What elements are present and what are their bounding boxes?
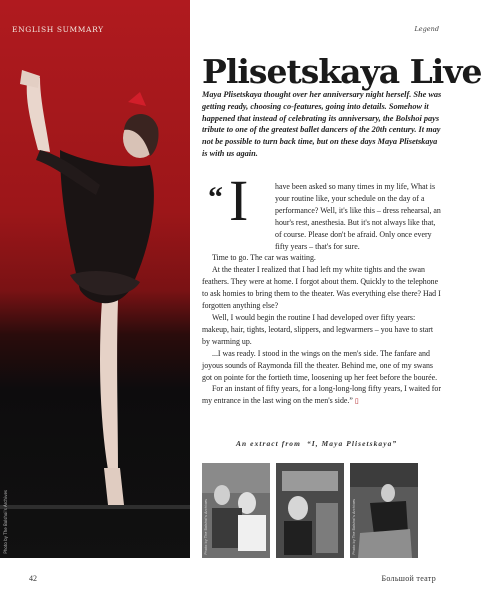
thumbnail-photo-3	[350, 463, 418, 558]
dancer-illustration	[0, 0, 190, 558]
body-paragraph: Well, I would begin the routine I had developed over fifty years: makeup, hair, tights, leotard, slippers, and legwarmers – you have to start by warming up.	[202, 312, 434, 346]
body-paragraph-text: For an instant of fifty years, for a long-long-long fifty years, I waited for my entrance in the last wing on the men's side.”	[202, 384, 441, 406]
extract-source: “I, Maya Plisetskaya”	[306, 439, 398, 448]
thumbnail-1-image	[202, 463, 270, 558]
main-photo	[0, 0, 190, 558]
article-lede: Maya Plisetskaya thought over her anniversary night herself. She was getting ready, choosing co-features, going into details. Somehow it happened that instead of celebrating its anniversary, the Bolshoi pays tribute to one of the greatest ballet dancers of the 20th century. It may not be possible to turn back time, but on these days Maya Plisetskaya is with us again.	[202, 90, 442, 158]
section-label: ENGLISH SUMMARY	[12, 25, 104, 34]
end-mark: ▯	[354, 397, 359, 406]
drop-cap: I	[229, 168, 249, 233]
thumbnail-1-credit: Photo by The Bolshoi's Archives	[204, 499, 208, 555]
section-tag: Legend	[414, 25, 439, 33]
body-paragraph: Time to go. The car was waiting.	[212, 253, 316, 263]
thumbnail-photo-2	[276, 463, 344, 558]
thumbnail-3-credit: Photo by The Bolshoi's Archives	[352, 499, 356, 555]
thumbnail-photo-1	[202, 463, 270, 558]
page-number: 42	[29, 574, 37, 583]
thumbnail-2-image	[276, 463, 344, 558]
body-paragraph: have been asked so many times in my life, What is your routine like, your schedule on the day of a performance? Well, it's like this – dress rehearsal, an hour's rest, anesthesia. But it's not always like that, of course. Please don't be afraid. Only once every fifty years – that's for sure.	[275, 182, 441, 251]
body-paragraph: At the theater I realized that I had left my white tights and the swan feathers. They were at home. I forgot about them. Quickly to the telephone to ask homies to bring them to the theater. Was everything else there? Had I forgotten anything else?	[202, 265, 441, 311]
body-paragraph-last	[202, 383, 442, 408]
article-title: Plisetskaya Live	[202, 52, 482, 91]
body-paragraph: ...I was ready. I stood in the wings on the men's side. The fanfare and joyous sounds of Raymonda fill the theater. Behind me, one of my swans got on pointe for the fortieth time, loosening up her feet before the bourée.	[202, 348, 438, 382]
extract-caption	[236, 439, 446, 448]
extract-label: An extract from	[236, 439, 301, 448]
magazine-name: Большой театр	[381, 574, 436, 583]
article-body	[202, 181, 442, 408]
quote-mark: “	[208, 181, 223, 214]
thumbnail-3-image	[350, 463, 418, 558]
photo-credit: Photo by The Bolshoi's Archives	[3, 490, 8, 554]
